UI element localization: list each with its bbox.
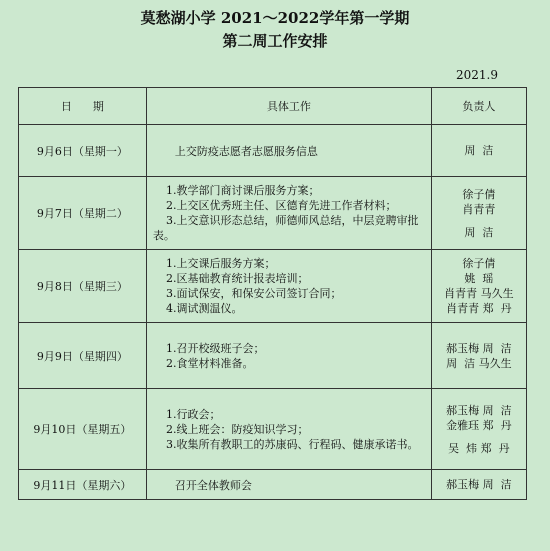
row-work — [146, 177, 431, 250]
person-name: 姚 瑶 — [464, 272, 494, 285]
person-name: 肖青青 郑 丹 — [446, 302, 512, 315]
person-gap — [436, 217, 522, 225]
person-name: 周 洁 — [464, 144, 494, 157]
work-item: 2.食堂材料准备。 — [166, 356, 254, 370]
table-row — [19, 125, 527, 177]
schedule-table — [18, 87, 527, 500]
row-person — [431, 389, 526, 470]
work-item: 3.面试保安，和保安公司签订合同； — [166, 287, 342, 300]
document-subtitle: 第二周工作安排 — [222, 32, 328, 50]
person-name: 周 洁 马久生 — [446, 356, 512, 370]
table-row — [19, 250, 527, 323]
person-name: 郝玉梅 周 洁 — [446, 341, 512, 355]
work-item: 3.收集所有教职工的苏康码、行程码、健康承诺书。 — [166, 437, 419, 451]
row-date: 9月8日（星期三） — [19, 250, 147, 323]
work-item: 1.上交课后服务方案； — [166, 257, 276, 270]
header-person: 负责人 — [431, 88, 526, 125]
work-item: 3.上交意识形态总结，师德师风总结，中层竞聘审批表。 — [152, 214, 419, 242]
work-item: 1.召开校级班子会； — [166, 341, 265, 355]
table-header-row — [19, 88, 527, 125]
header-date: 日 期 — [19, 88, 147, 125]
table-row — [19, 323, 527, 389]
row-date: 9月11日（星期六） — [19, 470, 147, 500]
person-name: 郝玉梅 周 洁 — [446, 403, 512, 417]
person-gap — [436, 433, 522, 441]
person-name: 吴 炜 郑 丹 — [448, 441, 510, 455]
row-person — [431, 323, 526, 389]
person-name: 周 洁 — [464, 225, 494, 239]
row-date: 9月7日（星期二） — [19, 177, 147, 250]
person-name: 郝玉梅 周 洁 — [446, 478, 512, 491]
row-work — [146, 125, 431, 177]
table-row — [19, 177, 527, 250]
work-item: 1.教学部门商讨课后服务方案； — [166, 184, 320, 197]
header-work: 具体工作 — [146, 88, 431, 125]
table-row — [19, 389, 527, 470]
row-work — [146, 470, 431, 500]
work-item: 1.行政会； — [166, 407, 221, 421]
row-person — [431, 250, 526, 323]
work-item: 4.调试测温仪。 — [166, 302, 243, 315]
work-item: 召开全体教师会 — [174, 478, 252, 492]
person-name: 肖青青 马久生 — [444, 287, 514, 300]
row-date: 9月6日（星期一） — [19, 125, 147, 177]
table-row — [19, 470, 527, 500]
row-person — [431, 177, 526, 250]
person-name: 徐子倩 — [462, 187, 496, 201]
person-name: 金雅珏 郑 丹 — [446, 418, 512, 432]
row-date: 9月9日（星期四） — [19, 323, 147, 389]
row-date: 9月10日（星期五） — [19, 389, 147, 470]
row-person — [431, 470, 526, 500]
work-item: 2.上交区优秀班主任、区德育先进工作者材料； — [166, 199, 397, 212]
person-name: 徐子倩 — [462, 257, 496, 270]
document-date: 2021.9 — [456, 68, 498, 82]
document-title: 莫愁湖小学 2021～2022学年第一学期 — [140, 9, 410, 27]
row-person — [431, 125, 526, 177]
row-work — [146, 250, 431, 323]
row-work — [146, 389, 431, 470]
row-work — [146, 323, 431, 389]
work-item: 2.线上班会：防疫知识学习； — [166, 422, 309, 436]
work-item: 2.区基础教育统计报表培训； — [166, 272, 309, 285]
work-item: 上交防疫志愿者志愿服务信息 — [174, 144, 318, 158]
person-name: 肖青青 — [462, 202, 496, 216]
